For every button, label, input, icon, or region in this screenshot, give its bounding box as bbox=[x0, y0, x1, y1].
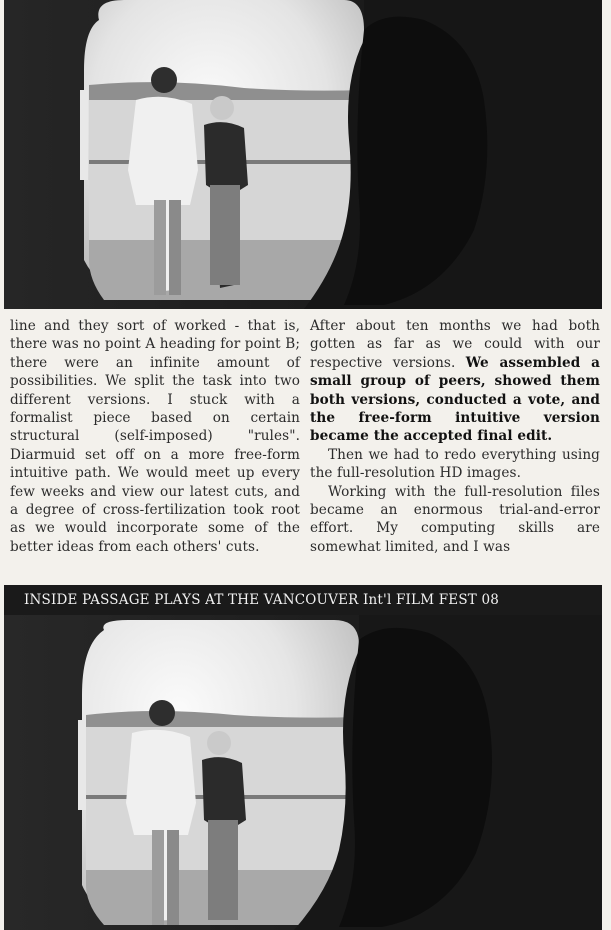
photo-caption-bar: INSIDE PASSAGE PLAYS AT THE VANCOUVER Int'l FILM FEST 08 bbox=[4, 585, 602, 615]
article-right-column bbox=[310, 317, 600, 556]
right-column-paragraph-3: Working with the full-resolution files became an enormous trial-and-error effort. My computing skills are somewhat limited, and I was bbox=[310, 483, 600, 555]
photo-top bbox=[4, 0, 602, 309]
paragraph-1-text: After about ten months we had both gotten as far as we could with our respective versions. bbox=[310, 318, 600, 371]
photo-top-image bbox=[4, 0, 602, 309]
right-column-paragraph-2: Then we had to redo everything using the full-resolution HD images. bbox=[310, 446, 600, 482]
photo-bottom-image bbox=[4, 615, 602, 930]
left-column-paragraph: line and they sort of worked - that is, there was no point A heading for point B; there were an infinite amount of possibilities. We split the task into two different versions. I stuck with a formalist piece based on certain structural (self-imposed) "rules". Diarmuid set off on a more free-form intuitive path. We would meet up every few weeks and view our latest cuts, and a degree of cross-fertilization took root as we would incorporate some of the better ideas from each others' cuts. bbox=[10, 318, 300, 555]
photo-bottom bbox=[4, 615, 602, 930]
right-column-paragraph-1 bbox=[310, 317, 600, 446]
paragraph-1-bold-text: We assembled a small group of peers, showed them both versions, conducted a vote, and the free-form intuitive version became the accepted final edit. bbox=[310, 354, 600, 445]
article-left-column bbox=[10, 317, 300, 556]
